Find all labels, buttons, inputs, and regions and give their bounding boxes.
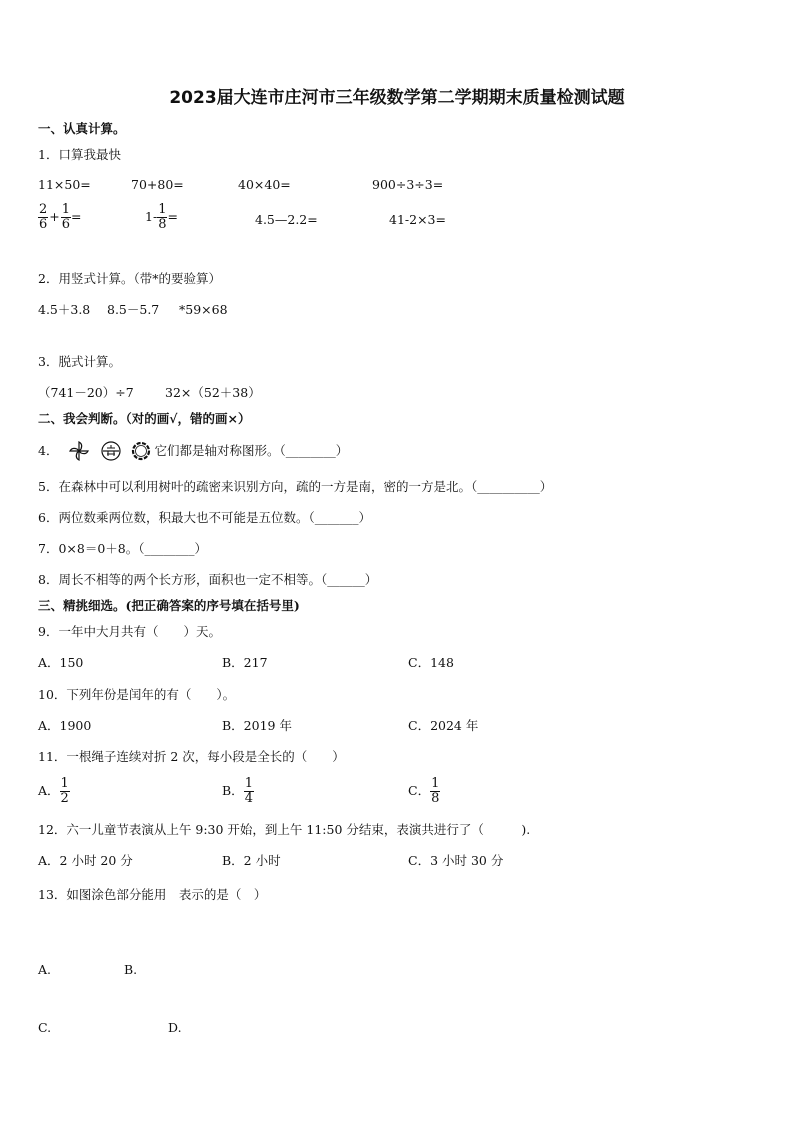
flower-ring-icon [130, 440, 152, 462]
q11-option-c: C． $\frac{1}{8}$ [408, 776, 440, 806]
q10-option-b: B．2019 年 [222, 718, 292, 733]
q1-item-1: 11×50= [38, 177, 91, 192]
q4-text: 它们都是轴对称图形。（________） [154, 442, 349, 458]
fraction: $\frac{1}{2}$ [60, 776, 69, 806]
q12-option-a: A．2 小时 20 分 [38, 853, 133, 868]
q11-option-b: B． $\frac{1}{4}$ [222, 776, 253, 806]
q6: 6．两位数乘两位数，积最大也不可能是五位数。（_______） [38, 510, 371, 525]
q1-fraction-sum: $\frac{2}{6}$ + $\frac{1}{6}$ = [39, 202, 82, 232]
q13-option-d: D. [168, 1020, 182, 1035]
section1-heading: 一、认真计算。 [38, 121, 126, 136]
fraction: $\frac{1}{8}$ [158, 202, 167, 232]
page-title: 2023届大连市庄河市三年级数学第二学期期末质量检测试题 [169, 88, 625, 108]
q2-item-3: *59×68 [179, 302, 228, 317]
fraction: $\frac{1}{4}$ [244, 776, 253, 806]
circle-emblem-icon [100, 440, 122, 462]
q2-item-2: 8.5－5.7 [107, 302, 160, 317]
q1-item-2: 70+80= [131, 177, 184, 192]
q4-number: 4． [38, 442, 59, 458]
q1-item-8: 41-2×3= [389, 212, 446, 227]
q10-option-c: C．2024 年 [408, 718, 479, 733]
q13-option-c: C. [38, 1020, 52, 1035]
q1-label: 1．口算我最快 [38, 147, 121, 162]
q3-item-1: （741－20）÷7 [38, 385, 134, 400]
q10-text: 10．下列年份是闰年的有（ ）。 [38, 687, 236, 702]
fraction: $\frac{1}{6}$ [61, 202, 71, 232]
q9-option-a: A．150 [38, 655, 84, 670]
pinwheel-icon [68, 440, 90, 462]
q7: 7．0×8＝0＋8。（________） [38, 541, 207, 556]
q5: 5．在森林中可以利用树叶的疏密来识别方向，疏的一方是南，密的一方是北。（__________） [38, 479, 553, 494]
q13-text: 13．如图涂色部分能用 表示的是（ ） [38, 887, 267, 902]
q12-option-c: C．3 小时 30 分 [408, 853, 504, 868]
q4 [38, 440, 348, 462]
q9-option-b: B．217 [222, 655, 268, 670]
fraction: $\frac{2}{6}$ [39, 202, 48, 232]
q13-option-a: A. [38, 962, 52, 977]
q1-fraction-diff: 1- $\frac{1}{8}$ = [145, 202, 178, 232]
q12-option-b: B．2 小时 [222, 853, 281, 868]
q13-option-b: B. [124, 962, 138, 977]
q12-text: 12．六一儿童节表演从上午 9:30 开始，到上午 11:50 分结束，表演共进行了（ ). [38, 822, 531, 837]
fraction: $\frac{1}{8}$ [431, 776, 440, 806]
q1-item-3: 40×40= [238, 177, 291, 192]
q11-option-a: A． $\frac{1}{2}$ [38, 776, 69, 806]
q9-text: 9．一年中大月共有（ ）天。 [38, 624, 221, 639]
q2-item-1: 4.5＋3.8 [38, 302, 91, 317]
q3-label: 3．脱式计算。 [38, 354, 121, 369]
q10-option-a: A．1900 [38, 718, 92, 733]
section2-heading: 二、我会判断。（对的画√，错的画×） [38, 411, 251, 426]
q1-item-7: 4.5—2.2= [255, 212, 318, 227]
section3-heading: 三、精挑细选。(把正确答案的序号填在括号里) [38, 598, 300, 613]
q9-option-c: C．148 [408, 655, 454, 670]
q3-item-2: 32×（52＋38） [165, 385, 261, 400]
q2-label: 2．用竖式计算。（带*的要验算） [38, 271, 221, 286]
q8: 8．周长不相等的两个长方形，面积也一定不相等。（______） [38, 572, 378, 587]
q1-item-4: 900÷3÷3= [372, 177, 444, 192]
q11-text: 11．一根绳子连续对折 2 次，每小段是全长的（ ） [38, 749, 345, 764]
